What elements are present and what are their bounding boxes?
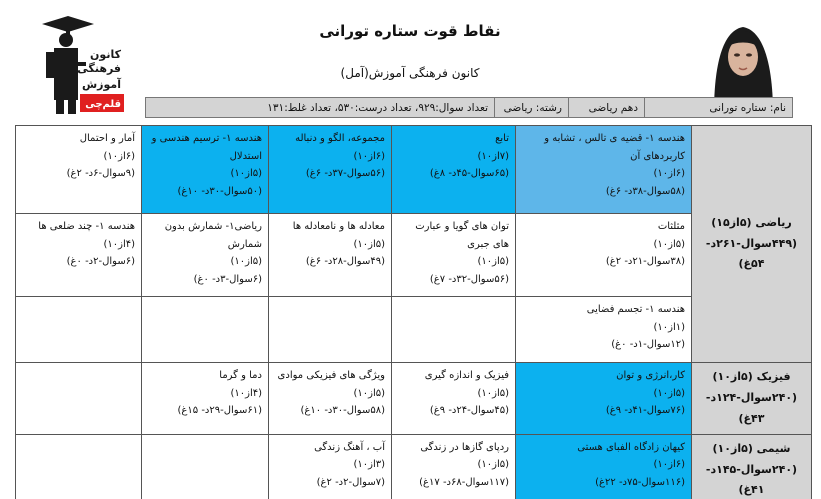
topic-score: (۶از۱۰) [103,150,135,162]
subject-stats: (۲۴۰سوال-۱۲۴د- ۴۳غ) [705,390,798,425]
topic-score: (۵از۱۰) [477,256,509,267]
topic-score: (۳از۱۰) [353,459,385,471]
topic-cell [392,363,516,435]
subject-cell [692,363,812,435]
report-header [0,0,821,124]
empty-cell [16,297,142,363]
topic-title: ویژگی های فیزیکی موادی [277,370,385,381]
brand-logo [38,8,128,116]
topic-title: آب ، آهنگ زندگی [314,441,385,453]
topic-stats: (۵۰سوال-۳۰د- ۱۰غ) [177,185,262,197]
topic-stats: (۴۹سوال-۲۸د- ۶غ) [305,256,385,267]
topic-title: هندسه ۱- ترسیم هندسی و استدلال [151,133,262,162]
topic-cell [142,363,269,435]
logo-text-1: کانون [90,48,121,61]
topic-cell [16,126,142,214]
table-row [16,434,812,499]
topic-title: تابع [495,133,509,144]
strengths-table [15,125,812,499]
subject-stats: (۲۴۰سوال-۱۴۵د- ۴۱غ) [705,462,798,497]
student-field: رشته: ریاضی [494,98,568,117]
topic-score: (۵از۱۰) [230,168,262,179]
subject-cell [692,434,812,499]
topic-stats: (۵۶سوال-۳۲د- ۷غ) [429,273,509,285]
topic-cell [392,126,516,214]
topic-stats: (۱۱۷سوال-۶۸د- ۱۷غ) [419,476,509,488]
empty-cell [16,363,142,435]
topic-stats: (۱۲سوال-۱د- ۰غ) [611,339,685,350]
student-info-bar [145,97,793,118]
topic-cell [392,434,516,499]
topic-score: (۴از۱۰) [230,387,262,399]
student-name: نام: ستاره تورانی [644,98,792,117]
topic-cell [392,214,516,297]
topic-title: مجموعه، الگو و دنباله [295,133,385,144]
topic-score: (۶از۱۰) [653,459,685,471]
logo-text-2: فرهنگی [77,62,121,75]
topic-cell [269,126,392,214]
subject-name: فیزیک (۵از۱۰) [712,370,791,383]
subject-name: ریاضی (۵از۱۵) [711,215,792,229]
student-grade: دهم ریاضی [568,98,644,117]
topic-stats: (۷سوال-۲د- ۲غ) [316,476,385,488]
table-row [16,363,812,435]
empty-cell [142,434,269,499]
topic-score: (۵از۱۰) [477,387,509,399]
subject-name: شیمی (۵از۱۰) [712,441,791,455]
topic-score: (۵از۱۰) [353,238,385,250]
page-subtitle: کانون فرهنگی آموزش(آمل) [340,66,480,80]
topic-title: کار،انرژی و توان [616,370,685,381]
topic-cell [516,126,692,214]
answer-stats: تعداد سوال:۹۲۹، تعداد درست:۵۳۰، تعداد غلط:۱۳۱ [267,101,488,114]
topic-title: آمار و احتمال [79,133,135,144]
topic-cell [516,434,692,499]
topic-stats: (۶سوال-۲د- ۰غ) [66,256,135,267]
topic-score: (۴از۱۰) [103,238,135,250]
topic-title: هندسه ۱- چند ضلعی ها [38,221,135,232]
empty-cell [392,297,516,363]
topic-score: (۶از۱۰) [653,168,685,179]
topic-stats: (۶۱سوال-۲۹د- ۱۵غ) [177,405,262,416]
topic-stats: (۷۶سوال-۴۱د- ۹غ) [605,405,685,416]
page-title: نقاط قوت ستاره تورانی [319,22,501,40]
topic-score: (۱از۱۰) [653,321,685,333]
topic-stats: (۶۵سوال-۴۵د- ۸غ) [429,168,509,179]
topic-score: (۵از۱۰) [477,459,509,471]
topic-score: (۵از۱۰) [653,238,685,250]
topic-cell [516,363,692,435]
topic-cell [142,126,269,214]
topic-title: کیهان زادگاه الفبای هستی [577,441,685,453]
topic-cell [269,214,392,297]
topic-stats: (۱۱۶سوال-۷۵د- ۲۲غ) [595,476,685,488]
topic-stats: (۹سوال-۶د- ۲غ) [66,168,135,179]
logo-text-4: قلم‌چی [85,99,121,110]
empty-cell [142,297,269,363]
subject-stats: (۴۴۹سوال-۲۶۱د- ۵۴غ) [705,236,798,271]
topic-stats: (۶سوال-۳د- ۰غ) [193,273,262,285]
topic-title: هندسه ۱- تجسم فضایی [586,304,685,315]
topic-score: (۵از۱۰) [653,387,685,399]
empty-cell [269,297,392,363]
topic-title: ردپای گازها در زندگی [420,441,509,453]
topic-cell [516,297,692,363]
topic-score: (۵از۱۰) [230,256,262,267]
topic-score: (۶از۱۰) [353,150,385,162]
topic-cell [269,363,392,435]
topic-stats: (۳۸سوال-۲۱د- ۲غ) [605,256,685,267]
topic-stats: (۵۸سوال-۳۸د- ۶غ) [605,185,685,197]
topic-score: (۵از۱۰) [353,387,385,399]
topic-stats: (۵۶سوال-۳۷د- ۶غ) [305,168,385,179]
topic-title: ریاضی۱- شمارش بدون شمارش [164,221,262,250]
empty-cell [16,434,142,499]
logo-text-3: آموزش [82,78,121,91]
topic-cell [16,214,142,297]
topic-cell [516,214,692,297]
topic-score: (۷از۱۰) [477,150,509,162]
table-row [16,126,812,214]
subject-cell [692,126,812,363]
topic-title: هندسه ۱- قضیه ی تالس ، تشابه و کاربردهای آن [544,133,685,162]
topic-stats: (۴۵سوال-۲۴د- ۹غ) [429,405,509,416]
topic-cell [142,214,269,297]
topic-cell [269,434,392,499]
topic-title: توان های گویا و عبارت های جبری [415,221,509,250]
topic-title: فیزیک و اندازه گیری [424,370,509,381]
topic-title: دما و گرما [219,370,262,381]
topic-stats: (۵۸سوال-۳۰د- ۱۰غ) [300,405,385,416]
topic-title: مثلثات [657,221,685,232]
topic-title: معادله ها و نامعادله ها [292,221,385,232]
